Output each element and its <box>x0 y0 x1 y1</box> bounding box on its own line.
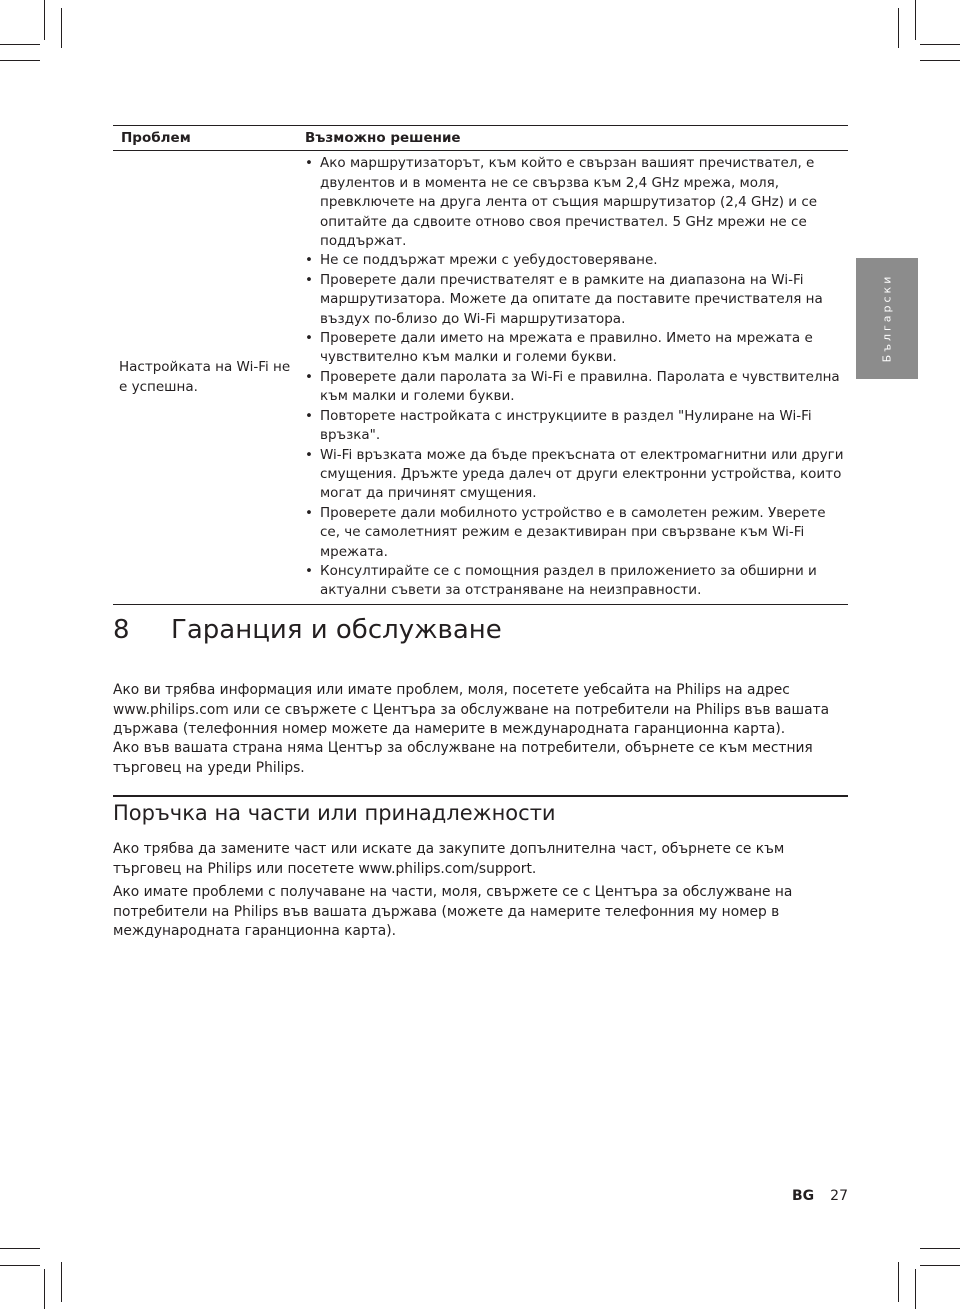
subsection-paragraph: Ако имате проблеми с получаване на части, моля, свържете се с Центъра за обслужване на потребители на Philips във вашата държава (можете да намерите телефонния му номер в международната гаранционна карта). <box>113 884 793 939</box>
crop-mark <box>44 1269 45 1309</box>
section-paragraph: Ако във вашата страна няма Център за обслужване на потребители, обърнете се към местния търговец на уреди Philips. <box>113 740 813 776</box>
problem-cell: Настройката на Wi-Fi не е успешна. <box>113 151 305 604</box>
crop-mark <box>898 1262 899 1302</box>
crop-mark <box>920 44 960 45</box>
crop-mark <box>61 8 62 48</box>
page-footer <box>792 1188 848 1204</box>
footer-language: BG <box>792 1188 815 1204</box>
page-number: 27 <box>830 1188 848 1204</box>
language-side-tab <box>856 258 918 379</box>
list-item: • Проверете дали пречиствателят е в рамките на диапазона на Wi-Fi маршрутизатора. Можете да опитате да поставите пречиствателя на въздух по-близо до Wi-Fi маршрутизатора. <box>305 271 848 329</box>
subsection-paragraph: Ако трябва да замените част или искате да закупите допълнителна част, обърнете се към търговец на Philips или посетете www.philips.com/support. <box>113 841 785 877</box>
section-number: 8 <box>113 615 130 645</box>
crop-mark <box>915 1269 916 1309</box>
crop-mark <box>920 1248 960 1249</box>
crop-mark <box>920 1265 960 1266</box>
crop-mark <box>920 60 960 61</box>
list-item: • Ако маршрутизаторът, към който е свързан вашият пречиствател, е двулентов и в момента не се свързва към 2,4 GHz мрежа, моля, превключете на друга лента от същия маршрутизатор (2,4 GHz) и се опитайте да сдвоите отново своя пречиствател. 5 GHz мрежи не се поддържат. <box>305 154 848 251</box>
crop-mark <box>0 60 40 61</box>
crop-mark <box>0 44 40 45</box>
section-paragraph: Ако ви трябва информация или имате проблем, моля, посетете уебсайта на Philips на адрес www.philips.com или се свържете с Центъра за обслужване на потребители на Philips във вашата държава (телефонния номер можете да намерите в международната гаранционна карта). <box>113 682 830 737</box>
crop-mark <box>915 0 916 40</box>
subsection-heading: Поръчка на части или принадлежности <box>113 801 556 825</box>
list-item: • Проверете дали мобилното устройство е в самолетен режим. Уверете се, че самолетният режим е дезактивиран при свързване към Wi-Fi мрежата. <box>305 504 848 562</box>
section-title: Гаранция и обслужване <box>171 615 502 645</box>
list-item: • Wi-Fi връзката може да бъде прекъсната от електромагнитни или други смущения. Дръжте уреда далеч от други електронни устройства, които могат да причинят смущения. <box>305 446 848 504</box>
subsection-divider <box>113 795 848 797</box>
solution-list <box>305 154 848 600</box>
list-item: • Проверете дали името на мрежата е правилно. Името на мрежата е чувствително към малки и големи букви. <box>305 329 848 368</box>
table-row <box>113 151 848 604</box>
solution-cell <box>305 151 848 604</box>
language-side-tab-label: Български <box>880 273 894 363</box>
list-item: • Не се поддържат мрежи с уебудостоверяване. <box>305 251 848 270</box>
header-solution: Възможно решение <box>305 126 848 151</box>
list-item: • Проверете дали паролата за Wi-Fi е правилна. Паролата е чувствителна към малки и големи букви. <box>305 368 848 407</box>
crop-mark <box>44 0 45 40</box>
troubleshooting-table <box>113 125 848 605</box>
crop-mark <box>898 8 899 48</box>
list-item: • Консултирайте се с помощния раздел в приложението за обширни и актуални съвети за отстраняване на неизправности. <box>305 562 848 601</box>
list-item: • Повторете настройката с инструкциите в раздел "Нулиране на Wi-Fi връзка". <box>305 407 848 446</box>
header-problem: Проблем <box>113 126 305 151</box>
table-header-row <box>113 126 848 151</box>
section-heading <box>113 615 502 645</box>
crop-mark <box>61 1262 62 1302</box>
crop-mark <box>0 1265 40 1266</box>
crop-mark <box>0 1248 40 1249</box>
